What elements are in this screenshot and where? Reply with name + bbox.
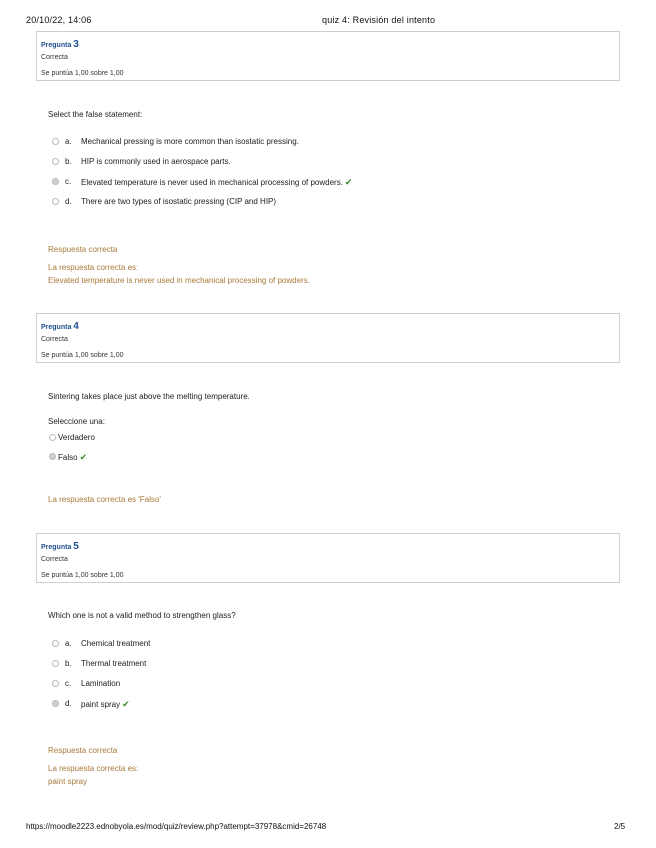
question-3-text: Select the false statement: — [48, 110, 143, 119]
option-text: Falso — [58, 453, 78, 462]
question-3-heading — [41, 39, 79, 50]
option-text-wrap — [81, 177, 352, 188]
radio-button[interactable] — [52, 158, 59, 165]
question-5-info — [36, 533, 620, 583]
option-text: There are two types of isostatic pressing (CIP and HIP) — [81, 197, 277, 206]
question-4-prompt: Seleccione una: — [48, 417, 105, 426]
print-datetime: 20/10/22, 14:06 — [26, 15, 92, 25]
option-letter: d. — [65, 197, 72, 206]
radio-button-selected[interactable] — [52, 700, 59, 707]
question-label: Pregunta — [41, 324, 72, 331]
radio-button-selected[interactable] — [49, 453, 56, 460]
question-3-state: Correcta — [41, 54, 68, 61]
option-letter: b. — [65, 659, 72, 668]
question-4-info — [36, 313, 620, 363]
radio-button[interactable] — [52, 198, 59, 205]
question-5-grade: Se puntúa 1,00 sobre 1,00 — [41, 572, 124, 579]
option-letter: a. — [65, 639, 72, 648]
option-text: paint spray — [81, 700, 121, 709]
option-text: HIP is commonly used in aerospace parts. — [81, 157, 231, 166]
option-letter: a. — [65, 137, 72, 146]
option-text: Chemical treatment — [81, 639, 151, 648]
radio-button-selected[interactable] — [52, 178, 59, 185]
question-4-heading — [41, 321, 79, 332]
question-3-correct-answer: Elevated temperature is never used in mechanical processing of powders. — [48, 276, 310, 285]
question-label: Pregunta — [41, 544, 72, 551]
option-text: Elevated temperature is never used in mechanical processing of powders. — [81, 178, 343, 187]
question-5-feedback-status: Respuesta correcta — [48, 746, 118, 755]
option-text: Mechanical pressing is more common than isostatic pressing. — [81, 137, 299, 146]
option-text: Thermal treatment — [81, 659, 147, 668]
question-5-correct-label: La respuesta correcta es: — [48, 764, 139, 773]
correct-check-icon: ✔ — [79, 452, 88, 462]
option-letter: b. — [65, 157, 72, 166]
option-text-wrap — [81, 699, 130, 710]
option-letter: d. — [65, 699, 72, 708]
question-3-feedback-status: Respuesta correcta — [48, 245, 118, 254]
print-page-title: quiz 4: Revisión del intento — [322, 15, 436, 25]
question-4-state: Correcta — [41, 336, 68, 343]
correct-check-icon: ✔ — [344, 177, 353, 187]
option-text-wrap — [58, 452, 87, 463]
question-3-correct-label: La respuesta correcta es: — [48, 263, 139, 272]
radio-button[interactable] — [52, 660, 59, 667]
question-label: Pregunta — [41, 42, 72, 49]
question-number: 3 — [73, 39, 79, 50]
question-3-info — [36, 31, 620, 81]
question-number: 5 — [73, 541, 79, 552]
question-4-correct-answer: La respuesta correcta es 'Falso' — [48, 495, 161, 504]
radio-button[interactable] — [52, 640, 59, 647]
question-5-correct-answer: paint spray — [48, 777, 88, 786]
question-4-grade: Se puntúa 1,00 sobre 1,00 — [41, 352, 124, 359]
correct-check-icon: ✔ — [122, 699, 130, 709]
option-text: Verdadero — [58, 433, 95, 442]
radio-button[interactable] — [49, 434, 56, 441]
option-letter: c. — [65, 177, 72, 186]
question-5-heading — [41, 541, 79, 552]
radio-button[interactable] — [52, 138, 59, 145]
option-text: Lamination — [81, 679, 121, 688]
print-url: https://moodle2223.ednobyola.es/mod/quiz/review.php?attempt=37978&cmid=26748 — [26, 822, 327, 831]
question-5-text: Which one is not a valid method to strengthen glass? — [48, 611, 236, 620]
question-3-grade: Se puntúa 1,00 sobre 1,00 — [41, 70, 124, 77]
option-letter: c. — [65, 679, 72, 688]
question-number: 4 — [73, 321, 79, 332]
question-4-text: Sintering takes place just above the melting temperature. — [48, 392, 250, 401]
question-5-state: Correcta — [41, 556, 68, 563]
print-page-number: 2/5 — [614, 822, 626, 831]
radio-button[interactable] — [52, 680, 59, 687]
